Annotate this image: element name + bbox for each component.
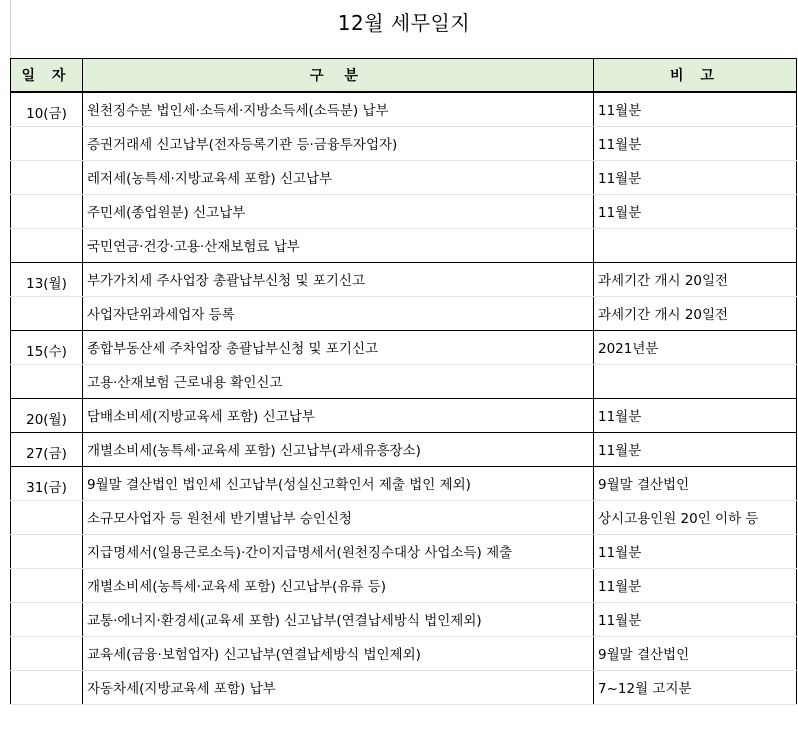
row-item: 담배소비세(지방교육세 포함) 신고납부	[83, 398, 594, 432]
row-date	[11, 568, 83, 602]
table-row	[11, 126, 797, 160]
header-note: 비 고	[594, 59, 797, 93]
row-note: 11월분	[594, 534, 797, 568]
row-item: 개별소비세(농특세·교육세 포함) 신고납부(과세유흥장소)	[83, 432, 594, 466]
row-note: 11월분	[594, 160, 797, 194]
table-row	[11, 670, 797, 704]
row-item: 주민세(종업원분) 신고납부	[83, 194, 594, 228]
row-date	[11, 636, 83, 670]
table-row	[11, 466, 797, 500]
row-date	[11, 602, 83, 636]
row-date	[11, 364, 83, 398]
table-row	[11, 228, 797, 262]
row-item: 사업자단위과세업자 등록	[83, 296, 594, 330]
table-row	[11, 330, 797, 364]
row-date: 13(월)	[11, 262, 83, 296]
row-item: 자동차세(지방교육세 포함) 납부	[83, 670, 594, 704]
header-item: 구 분	[83, 59, 594, 93]
header-date: 일 자	[11, 59, 83, 93]
row-date: 20(월)	[11, 398, 83, 432]
table-row	[11, 602, 797, 636]
row-note: 11월분	[594, 92, 797, 126]
row-item: 개별소비세(농특세·교육세 포함) 신고납부(유류 등)	[83, 568, 594, 602]
table-row	[11, 160, 797, 194]
row-date: 31(금)	[11, 466, 83, 500]
row-note	[594, 228, 797, 262]
row-note: 11월분	[594, 398, 797, 432]
row-note: 2021년분	[594, 330, 797, 364]
row-note: 11월분	[594, 432, 797, 466]
row-item: 교육세(금융·보험업자) 신고납부(연결납세방식 법인제외)	[83, 636, 594, 670]
row-item: 국민연금·건강·고용·산재보험료 납부	[83, 228, 594, 262]
row-note: 11월분	[594, 126, 797, 160]
row-note: 11월분	[594, 194, 797, 228]
table-row	[11, 534, 797, 568]
row-date	[11, 296, 83, 330]
table-header-row	[11, 59, 797, 93]
row-date	[11, 228, 83, 262]
row-date: 10(금)	[11, 92, 83, 126]
table-body	[11, 92, 797, 704]
table-row	[11, 432, 797, 466]
tax-schedule-table	[10, 58, 797, 705]
row-note: 9월말 결산법인	[594, 636, 797, 670]
row-note: 과세기간 개시 20일전	[594, 262, 797, 296]
row-item: 9월말 결산법인 법인세 신고납부(성실신고확인서 제출 법인 제외)	[83, 466, 594, 500]
row-item: 원천징수분 법인세·소득세·지방소득세(소득분) 납부	[83, 92, 594, 126]
table-row	[11, 194, 797, 228]
row-item: 교통·에너지·환경세(교육세 포함) 신고납부(연결납세방식 법인제외)	[83, 602, 594, 636]
table-row	[11, 500, 797, 534]
row-item: 소규모사업자 등 원천세 반기별납부 승인신청	[83, 500, 594, 534]
row-item: 고용·산재보험 근로내용 확인신고	[83, 364, 594, 398]
table-row	[11, 636, 797, 670]
table-row	[11, 296, 797, 330]
row-item: 지급명세서(일용근로소득)·간이지급명세서(원천징수대상 사업소득) 제출	[83, 534, 594, 568]
row-date: 27(금)	[11, 432, 83, 466]
row-note: 상시고용인원 20인 이하 등	[594, 500, 797, 534]
row-item: 종합부동산세 주차업장 총괄납부신청 및 포기신고	[83, 330, 594, 364]
table-row	[11, 262, 797, 296]
row-date	[11, 500, 83, 534]
row-item: 부가가치세 주사업장 총괄납부신청 및 포기신고	[83, 262, 594, 296]
row-item: 증권거래세 신고납부(전자등록기관 등·금융투자업자)	[83, 126, 594, 160]
row-date	[11, 126, 83, 160]
row-item: 레저세(농특세·지방교육세 포함) 신고납부	[83, 160, 594, 194]
table-row	[11, 398, 797, 432]
row-date	[11, 534, 83, 568]
row-note	[594, 364, 797, 398]
row-date	[11, 160, 83, 194]
row-date	[11, 670, 83, 704]
row-note: 11월분	[594, 568, 797, 602]
row-note: 7~12월 고지분	[594, 670, 797, 704]
row-note: 9월말 결산법인	[594, 466, 797, 500]
table-row	[11, 364, 797, 398]
row-note: 11월분	[594, 602, 797, 636]
row-note: 과세기간 개시 20일전	[594, 296, 797, 330]
page-title: 12월 세무일지	[337, 11, 471, 35]
row-date	[11, 194, 83, 228]
table-row	[11, 92, 797, 126]
row-date: 15(수)	[11, 330, 83, 364]
table-row	[11, 568, 797, 602]
